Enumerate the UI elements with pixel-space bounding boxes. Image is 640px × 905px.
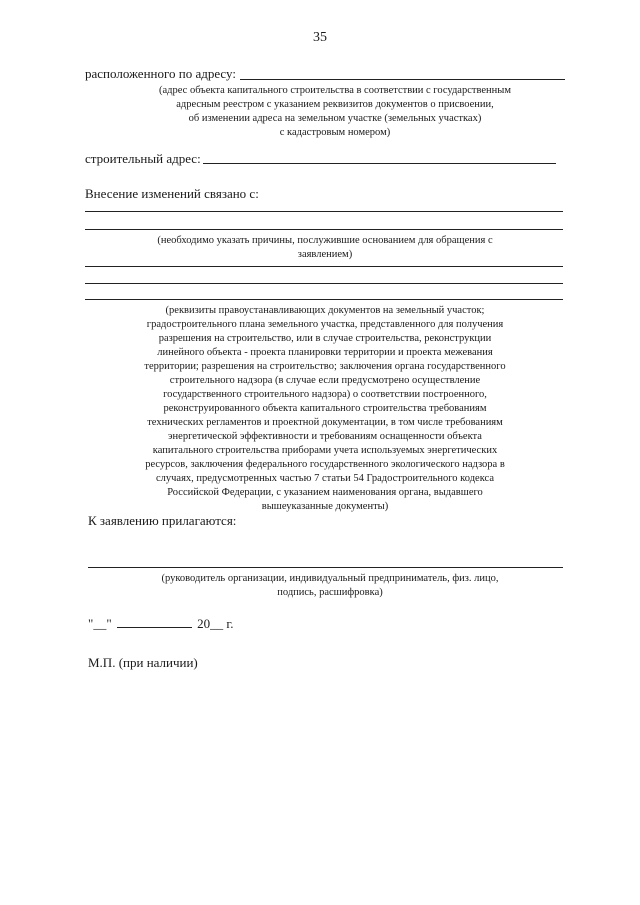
- documents-note-line: реконструированного объекта капитального строительства требованиям: [163, 403, 487, 414]
- changes-note: [120, 234, 530, 262]
- address-note: [100, 84, 570, 140]
- attachments-label: К заявлению прилагаются:: [88, 513, 237, 528]
- documents-note-line: градостроительного плана земельного участка, представленного для получения: [146, 319, 504, 330]
- documents-note-line: Российской Федерации, с указанием наименования органа, выдавшего: [167, 487, 483, 498]
- date-line: [88, 616, 234, 632]
- documents-field-line[interactable]: [85, 266, 563, 267]
- address-note-line: адресным реестром с указанием реквизитов документов о присвоении,: [176, 99, 494, 110]
- changes-field-line[interactable]: [85, 211, 563, 212]
- signature-note: [120, 572, 540, 600]
- address-note-line: (адрес объекта капитального строительства в соответствии с государственным: [159, 85, 511, 96]
- address-note-line: об изменении адреса на земельном участке (земельных участках): [188, 113, 482, 124]
- documents-note-line: ресурсов, заключения федерального государственного экологического надзора в: [145, 459, 505, 470]
- changes-label: Внесение изменений связано с:: [85, 186, 259, 201]
- address-field[interactable]: [240, 79, 565, 80]
- date-year-prefix: 20: [197, 616, 211, 631]
- date-close-quote: ": [106, 616, 112, 631]
- date-year-field[interactable]: __: [210, 616, 224, 631]
- documents-note-line: случаях, предусмотренных частью 7 статьи 54 Градостроительного кодекса: [156, 473, 494, 484]
- construction-address-label: строительный адрес:: [85, 151, 201, 166]
- date-month-field[interactable]: [117, 627, 192, 628]
- stamp-label: М.П. (при наличии): [88, 655, 198, 670]
- documents-note-line: строительного надзора (в случае если предусмотрено осуществление: [169, 375, 481, 386]
- documents-note-line: капитального строительства приборами учета используемых энергетических: [152, 445, 498, 456]
- documents-note-line: технических регламентов и проектной документации, в том числе требованиям: [147, 417, 503, 428]
- documents-note-line: энергетической эффективности и требованиям оснащенности объекта: [168, 431, 482, 442]
- documents-note: [100, 304, 550, 514]
- date-suffix: г.: [226, 616, 234, 631]
- changes-note-line: заявлением): [297, 249, 353, 260]
- address-note-line: с кадастровым номером): [279, 127, 391, 138]
- changes-field-line[interactable]: [85, 229, 563, 230]
- construction-address-field[interactable]: [203, 163, 556, 164]
- documents-note-line: территории; разрешения на строительство; заключения органа государственного: [144, 361, 506, 372]
- documents-note-line: линейного объекта - проекта планировки территории и проекта межевания: [157, 347, 493, 358]
- signature-field[interactable]: [88, 567, 563, 568]
- documents-note-line: государственного строительного надзора) о соответствии построенного,: [163, 389, 487, 400]
- documents-field-line[interactable]: [85, 299, 563, 300]
- documents-note-line: (реквизиты правоустанавливающих документов на земельный участок;: [165, 305, 485, 316]
- signature-note-line: подпись, расшифровка): [277, 587, 383, 598]
- documents-note-line: разрешения на строительство, или в случае строительства, реконструкции: [158, 333, 492, 344]
- date-open-quote: ": [88, 616, 94, 631]
- documents-note-line: вышеуказанные документы): [261, 501, 389, 512]
- page-number: 35: [313, 30, 327, 45]
- address-label: расположенного по адресу:: [85, 66, 236, 81]
- documents-field-line[interactable]: [85, 283, 563, 284]
- signature-note-line: (руководитель организации, индивидуальный предприниматель, физ. лицо,: [161, 573, 499, 584]
- changes-note-line: (необходимо указать причины, послужившие основанием для обращения с: [157, 235, 493, 246]
- date-day-field[interactable]: __: [93, 616, 107, 631]
